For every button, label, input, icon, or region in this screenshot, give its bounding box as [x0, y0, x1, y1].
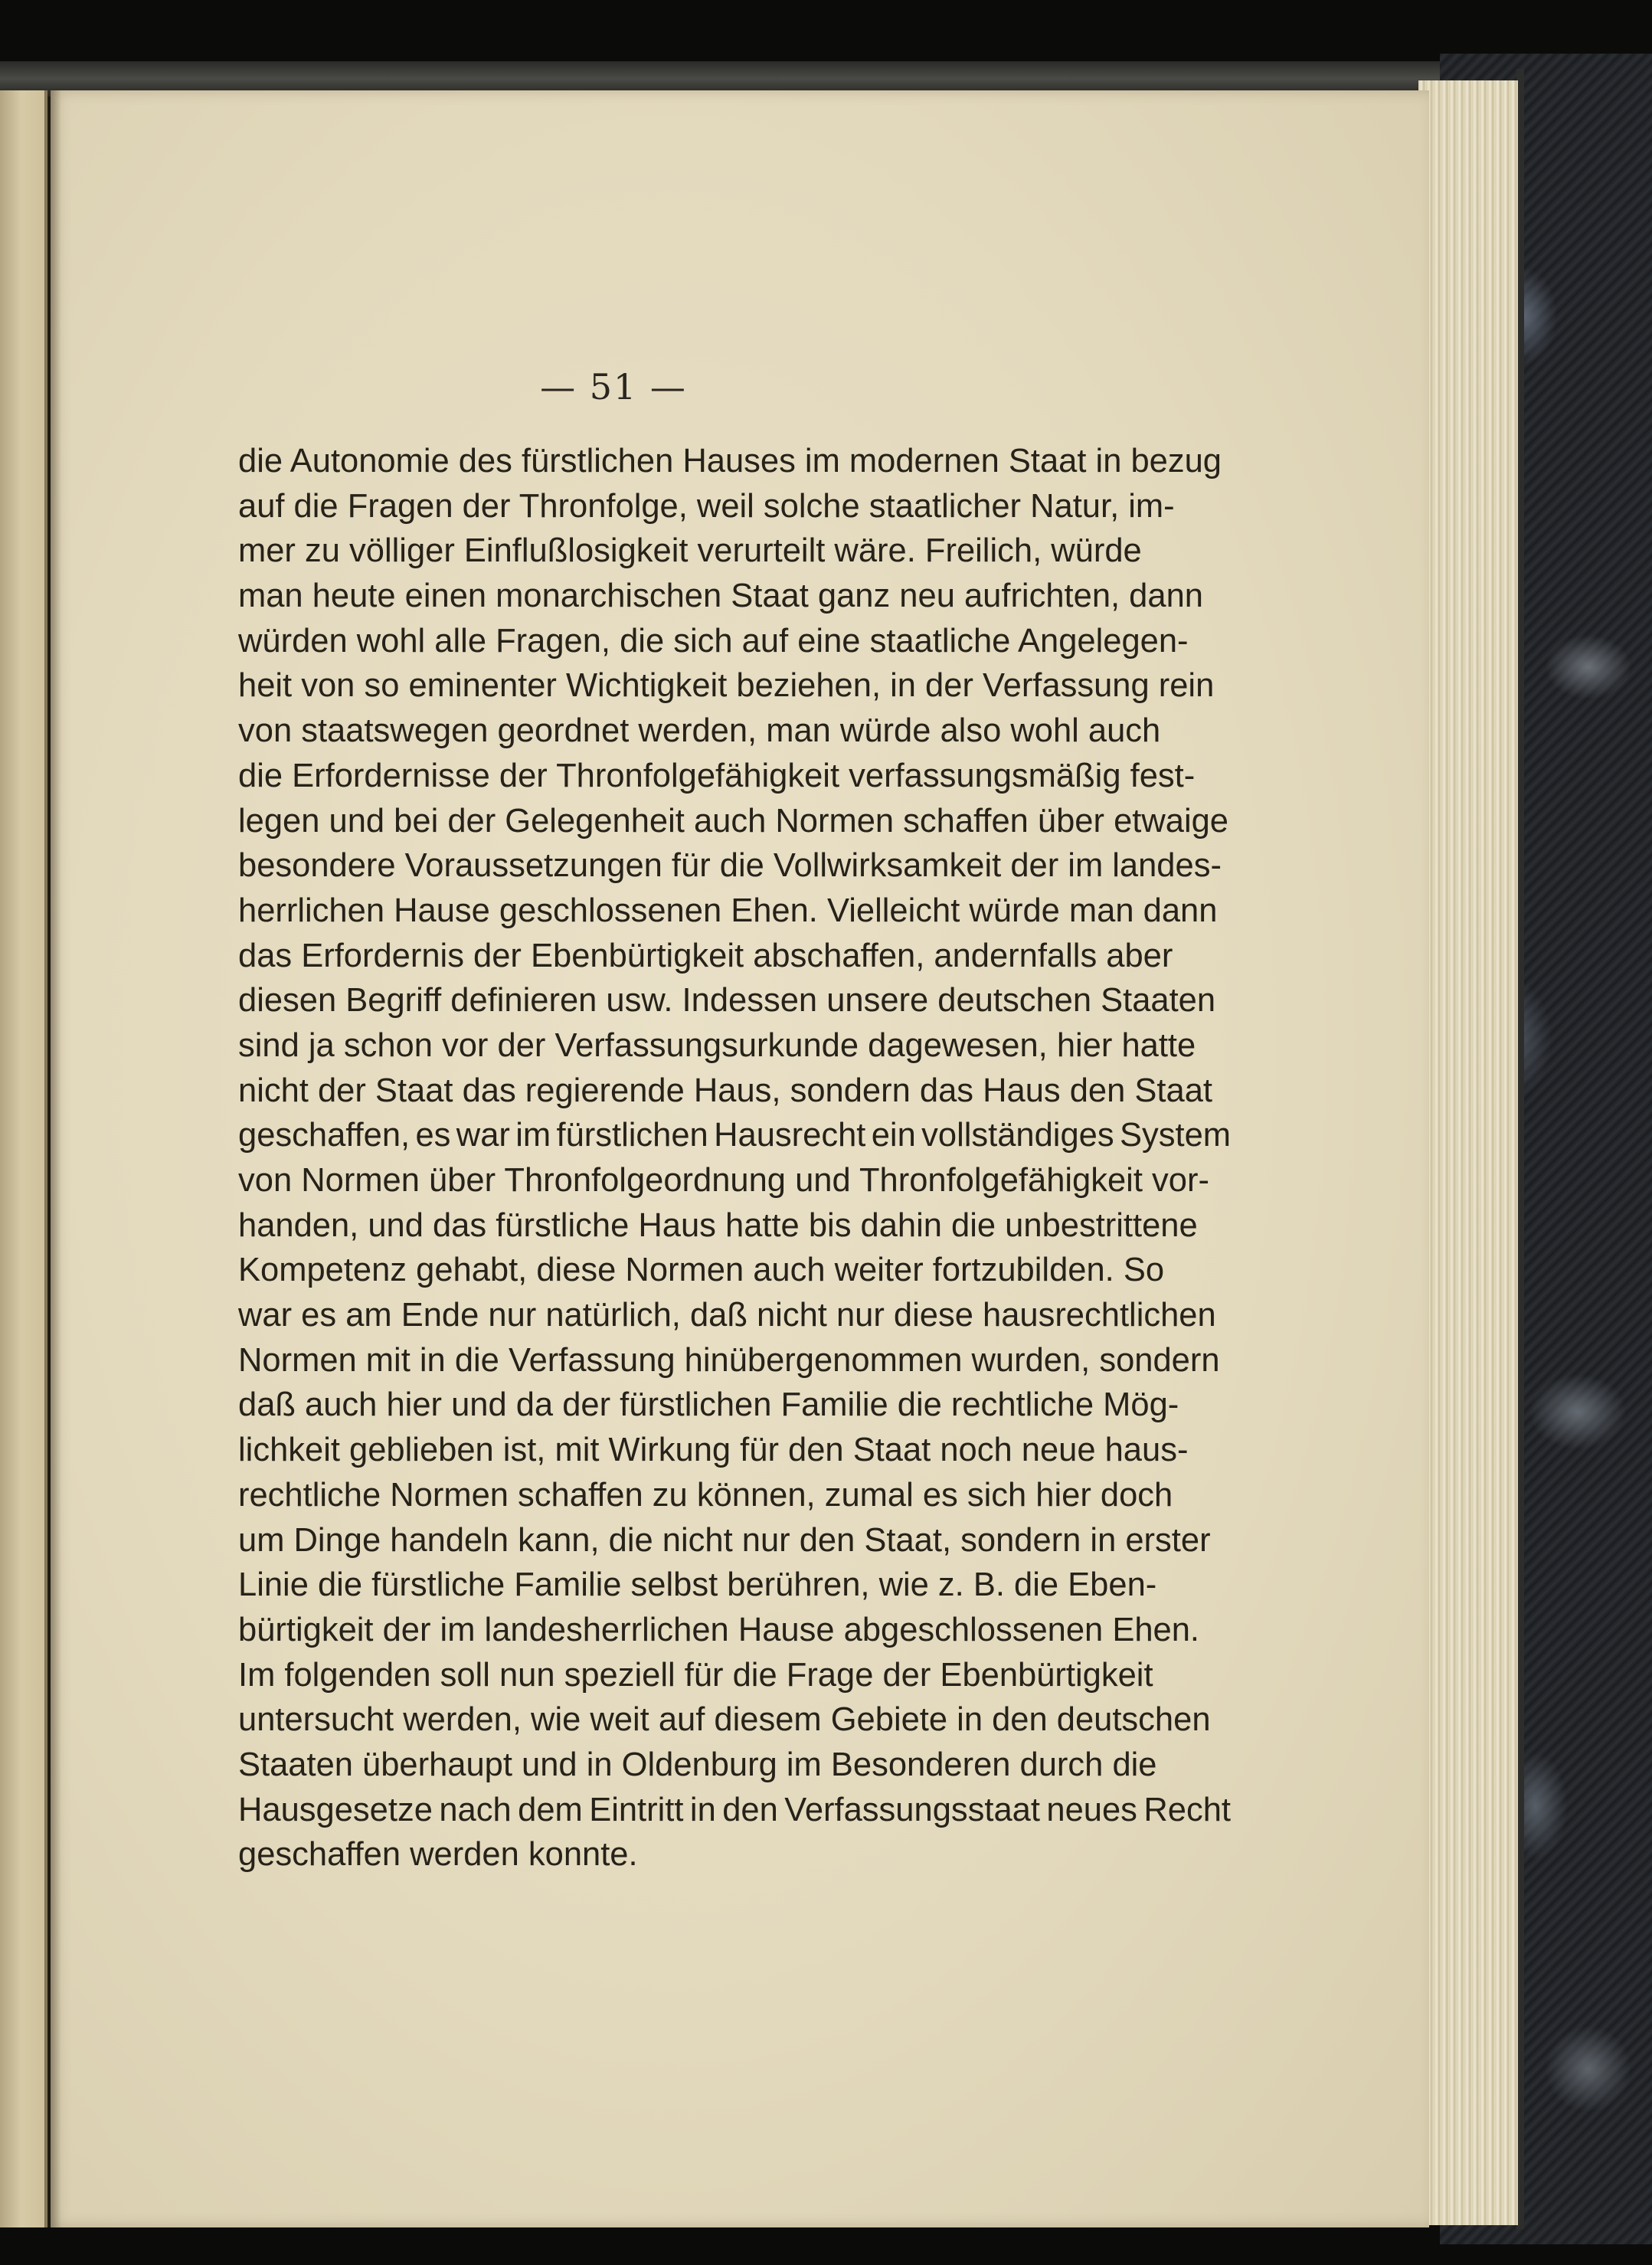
gutter-shadow: [44, 90, 61, 2227]
text-line: nicht der Staat das regierende Haus, sondern das Haus den Staat: [238, 1072, 1212, 1109]
text-line: Linie die fürstliche Familie selbst berühren, wie z. B. die Eben-: [238, 1566, 1157, 1604]
text-line: Normen mit in die Verfassung hinübergenommen wurden, sondern: [238, 1341, 1220, 1379]
text-line: daß auch hier und da der fürstlichen Familie die rechtliche Mög-: [238, 1386, 1179, 1424]
text-line: lichkeit geblieben ist, mit Wirkung für den Staat noch neue haus-: [238, 1432, 1189, 1469]
text-line: rechtliche Normen schaffen zu können, zumal es sich hier doch: [238, 1476, 1173, 1514]
text-line: mer zu völliger Einflußlosigkeit verurteilt wäre. Freilich, würde: [238, 532, 1142, 570]
book-page: [51, 90, 1429, 2227]
text-line: handen, und das fürstliche Haus hatte bis dahin die unbestrittene: [238, 1206, 1198, 1244]
page-stack-edge: [1418, 80, 1518, 2225]
text-line: die Autonomie des fürstlichen Hauses im modernen Staat in bezug: [238, 443, 1222, 480]
text-line: geschaffen, es war im fürstlichen Hausrecht ein vollständiges System: [238, 1117, 1231, 1154]
text-line: besondere Voraussetzungen für die Vollwirksamkeit der im landes-: [238, 847, 1222, 885]
text-line: diesen Begriff definieren usw. Indessen unsere deutschen Staaten: [238, 982, 1216, 1020]
text-line: von Normen über Thronfolgeordnung und Thronfolgefähigkeit vor-: [238, 1162, 1209, 1199]
text-line: Staaten überhaupt und in Oldenburg im Besonderen durch die: [238, 1746, 1157, 1783]
body-text: [238, 439, 1231, 1877]
text-line: man heute einen monarchischen Staat ganz neu aufrichten, dann: [238, 578, 1203, 615]
text-line: bürtigkeit der im landesherrlichen Hause abgeschlossenen Ehen.: [238, 1611, 1200, 1648]
text-line: legen und bei der Gelegenheit auch Normen schaffen über etwaige: [238, 802, 1228, 840]
text-line: sind ja schon vor der Verfassungsurkunde dagewesen, hier hatte: [238, 1026, 1196, 1064]
text-line: Kompetenz gehabt, diese Normen auch weiter fortzubilden. So: [238, 1252, 1165, 1289]
text-line: heit von so eminenter Wichtigkeit beziehen, in der Verfassung rein: [238, 667, 1215, 705]
text-line: das Erfordernis der Ebenbürtigkeit abschaffen, andernfalls aber: [238, 937, 1173, 974]
text-line: untersucht werden, wie weit auf diesem Gebiete in den deutschen: [238, 1701, 1211, 1739]
text-line: geschaffen werden konnte.: [238, 1836, 638, 1874]
text-line: Hausgesetze nach dem Eintritt in den Verfassungsstaat neues Recht: [238, 1791, 1231, 1828]
text-line: die Erfordernisse der Thronfolgefähigkeit verfassungsmäßig fest-: [238, 757, 1196, 794]
text-line: herrlichen Hause geschlossenen Ehen. Vielleicht würde man dann: [238, 892, 1218, 929]
previous-page-edge: [0, 90, 47, 2227]
text-line: würden wohl alle Fragen, die sich auf eine staatliche Angelegen-: [238, 622, 1189, 660]
page-number: — 51 —: [540, 366, 687, 408]
text-line: war es am Ende nur natürlich, daß nicht nur diese hausrechtlichen: [238, 1297, 1216, 1334]
text-line: auf die Fragen der Thronfolge, weil solche staatlicher Natur, im-: [238, 487, 1175, 525]
text-line: Im folgenden soll nun speziell für die Frage der Ebenbürtigkeit: [238, 1656, 1153, 1694]
text-line: um Dinge handeln kann, die nicht nur den Staat, sondern in erster: [238, 1521, 1211, 1559]
text-line: von staatswegen geordnet werden, man würde also wohl auch: [238, 712, 1161, 750]
